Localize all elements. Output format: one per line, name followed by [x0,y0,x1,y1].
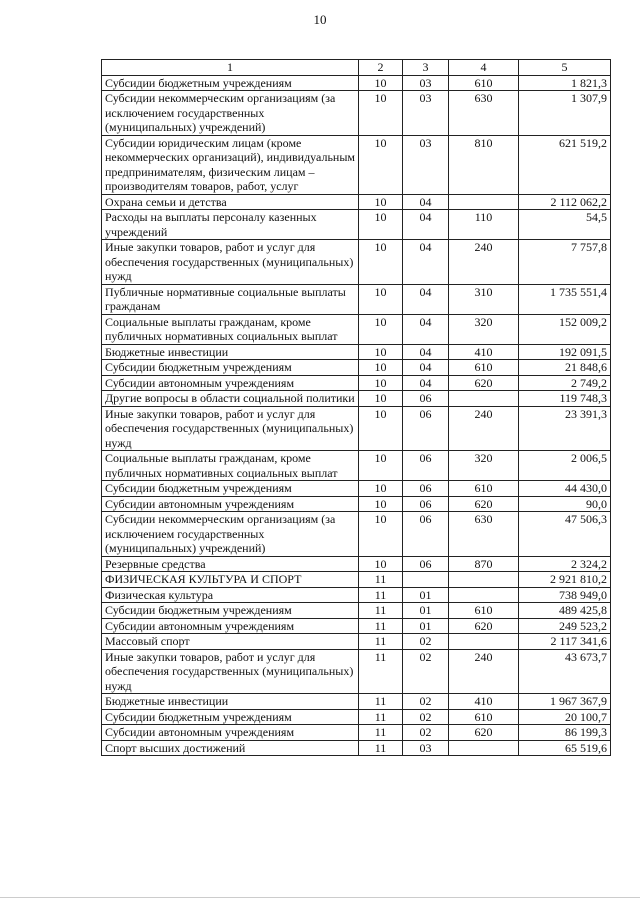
table-row [102,75,611,91]
row-subsection-code-cell: 06 [403,406,449,451]
row-section-code-cell: 11 [359,709,403,725]
row-name-cell: Бюджетные инвестиции [102,344,359,360]
row-name-cell: Массовый спорт [102,634,359,650]
row-expense-type-cell [449,572,519,588]
row-amount-cell: 54,5 [519,210,611,240]
row-subsection-code-cell: 06 [403,556,449,572]
row-subsection-code-cell: 03 [403,75,449,91]
table-row [102,451,611,481]
column-header-3: 3 [403,60,449,76]
row-expense-type-cell [449,391,519,407]
row-amount-cell: 2 117 341,6 [519,634,611,650]
row-section-code-cell: 10 [359,240,403,285]
row-subsection-code-cell: 04 [403,344,449,360]
row-section-code-cell: 11 [359,618,403,634]
row-expense-type-cell: 610 [449,709,519,725]
row-subsection-code-cell: 01 [403,618,449,634]
row-name-cell: Резервные средства [102,556,359,572]
row-name-cell: Субсидии бюджетным учреждениям [102,75,359,91]
row-section-code-cell: 10 [359,284,403,314]
table-row [102,618,611,634]
table-row [102,360,611,376]
row-name-cell: Бюджетные инвестиции [102,694,359,710]
row-name-cell: Субсидии автономным учреждениям [102,496,359,512]
row-name-cell: Иные закупки товаров, работ и услуг для обеспечения государственных (муниципальных) нужд [102,406,359,451]
row-expense-type-cell: 810 [449,135,519,194]
row-subsection-code-cell: 01 [403,587,449,603]
row-name-cell: Субсидии автономным учреждениям [102,618,359,634]
row-section-code-cell: 10 [359,210,403,240]
row-subsection-code-cell: 03 [403,135,449,194]
row-subsection-code-cell: 02 [403,634,449,650]
row-subsection-code-cell [403,572,449,588]
table-row [102,649,611,694]
table-row [102,512,611,557]
row-name-cell: Социальные выплаты гражданам, кроме публичных нормативных социальных выплат [102,314,359,344]
table-row [102,740,611,756]
table-row [102,496,611,512]
row-amount-cell: 2 006,5 [519,451,611,481]
row-name-cell: Иные закупки товаров, работ и услуг для обеспечения государственных (муниципальных) нужд [102,240,359,285]
row-subsection-code-cell: 04 [403,194,449,210]
row-section-code-cell: 10 [359,91,403,136]
row-expense-type-cell: 410 [449,344,519,360]
table-row [102,603,611,619]
row-expense-type-cell: 240 [449,406,519,451]
row-subsection-code-cell: 02 [403,649,449,694]
row-name-cell: Субсидии бюджетным учреждениям [102,481,359,497]
table-row [102,725,611,741]
column-header-4: 4 [449,60,519,76]
row-expense-type-cell: 620 [449,496,519,512]
row-subsection-code-cell: 03 [403,740,449,756]
row-expense-type-cell: 620 [449,618,519,634]
row-name-cell: Охрана семьи и детства [102,194,359,210]
row-expense-type-cell [449,634,519,650]
row-section-code-cell: 10 [359,75,403,91]
row-subsection-code-cell: 06 [403,451,449,481]
row-expense-type-cell [449,587,519,603]
row-name-cell: ФИЗИЧЕСКАЯ КУЛЬТУРА И СПОРТ [102,572,359,588]
row-subsection-code-cell: 02 [403,725,449,741]
row-name-cell: Субсидии юридическим лицам (кроме некоммерческих организаций), индивидуальным предпринимателям, физическим лицам – производителям товаров, работ, услуг [102,135,359,194]
row-name-cell: Субсидии некоммерческим организациям (за исключением государственных (муниципальных) учреждений) [102,91,359,136]
row-amount-cell: 65 519,6 [519,740,611,756]
row-subsection-code-cell: 04 [403,210,449,240]
header-row [102,60,611,76]
row-section-code-cell: 11 [359,572,403,588]
row-expense-type-cell: 410 [449,694,519,710]
row-expense-type-cell [449,194,519,210]
row-amount-cell: 90,0 [519,496,611,512]
table-row [102,587,611,603]
row-name-cell: Другие вопросы в области социальной политики [102,391,359,407]
row-name-cell: Социальные выплаты гражданам, кроме публичных нормативных социальных выплат [102,451,359,481]
table-row [102,135,611,194]
row-name-cell: Субсидии бюджетным учреждениям [102,709,359,725]
row-section-code-cell: 10 [359,496,403,512]
row-amount-cell: 86 199,3 [519,725,611,741]
row-amount-cell: 489 425,8 [519,603,611,619]
row-subsection-code-cell: 01 [403,603,449,619]
row-subsection-code-cell: 06 [403,496,449,512]
page-number: 10 [313,12,327,27]
table-body [102,75,611,756]
table-row [102,210,611,240]
table-row [102,709,611,725]
row-expense-type-cell: 610 [449,360,519,376]
row-amount-cell: 44 430,0 [519,481,611,497]
row-section-code-cell: 11 [359,740,403,756]
row-section-code-cell: 10 [359,375,403,391]
row-subsection-code-cell: 06 [403,391,449,407]
row-name-cell: Субсидии некоммерческим организациям (за исключением государственных (муниципальных) учреждений) [102,512,359,557]
row-amount-cell: 738 949,0 [519,587,611,603]
row-expense-type-cell: 610 [449,75,519,91]
row-section-code-cell: 11 [359,587,403,603]
row-section-code-cell: 10 [359,344,403,360]
row-name-cell: Иные закупки товаров, работ и услуг для обеспечения государственных (муниципальных) нужд [102,649,359,694]
table-row [102,194,611,210]
row-amount-cell: 7 757,8 [519,240,611,285]
row-section-code-cell: 11 [359,634,403,650]
row-subsection-code-cell: 04 [403,314,449,344]
row-expense-type-cell: 110 [449,210,519,240]
row-expense-type-cell: 630 [449,91,519,136]
row-subsection-code-cell: 04 [403,360,449,376]
table-row [102,344,611,360]
row-subsection-code-cell: 02 [403,709,449,725]
row-section-code-cell: 10 [359,194,403,210]
row-subsection-code-cell: 06 [403,481,449,497]
row-section-code-cell: 10 [359,360,403,376]
table-row [102,375,611,391]
row-expense-type-cell: 870 [449,556,519,572]
row-amount-cell: 249 523,2 [519,618,611,634]
row-section-code-cell: 11 [359,649,403,694]
row-amount-cell: 43 673,7 [519,649,611,694]
scan-edge-line [0,897,640,898]
table-row [102,240,611,285]
row-expense-type-cell: 240 [449,649,519,694]
row-expense-type-cell: 610 [449,603,519,619]
row-amount-cell: 2 921 810,2 [519,572,611,588]
column-header-5: 5 [519,60,611,76]
row-name-cell: Субсидии бюджетным учреждениям [102,360,359,376]
row-subsection-code-cell: 03 [403,91,449,136]
row-section-code-cell: 10 [359,314,403,344]
row-section-code-cell: 10 [359,556,403,572]
table-row [102,634,611,650]
row-expense-type-cell [449,740,519,756]
column-header-2: 2 [359,60,403,76]
row-section-code-cell: 10 [359,512,403,557]
row-amount-cell: 1 307,9 [519,91,611,136]
row-name-cell: Публичные нормативные социальные выплаты гражданам [102,284,359,314]
table-row [102,91,611,136]
row-subsection-code-cell: 06 [403,512,449,557]
row-section-code-cell: 11 [359,725,403,741]
row-expense-type-cell: 320 [449,451,519,481]
row-amount-cell: 2 324,2 [519,556,611,572]
row-section-code-cell: 10 [359,451,403,481]
row-expense-type-cell: 320 [449,314,519,344]
row-expense-type-cell: 620 [449,375,519,391]
row-amount-cell: 119 748,3 [519,391,611,407]
row-amount-cell: 1 821,3 [519,75,611,91]
row-amount-cell: 2 749,2 [519,375,611,391]
row-section-code-cell: 11 [359,694,403,710]
row-section-code-cell: 10 [359,406,403,451]
row-expense-type-cell: 610 [449,481,519,497]
row-subsection-code-cell: 04 [403,240,449,285]
row-expense-type-cell: 620 [449,725,519,741]
column-header-1: 1 [102,60,359,76]
row-amount-cell: 20 100,7 [519,709,611,725]
row-section-code-cell: 11 [359,603,403,619]
row-amount-cell: 1 735 551,4 [519,284,611,314]
table-row [102,314,611,344]
row-name-cell: Спорт высших достижений [102,740,359,756]
budget-table [101,59,611,756]
row-name-cell: Физическая культура [102,587,359,603]
row-amount-cell: 621 519,2 [519,135,611,194]
table-row [102,694,611,710]
row-subsection-code-cell: 04 [403,375,449,391]
row-amount-cell: 23 391,3 [519,406,611,451]
table-row [102,391,611,407]
row-subsection-code-cell: 02 [403,694,449,710]
row-name-cell: Расходы на выплаты персоналу казенных учреждений [102,210,359,240]
row-name-cell: Субсидии бюджетным учреждениям [102,603,359,619]
row-section-code-cell: 10 [359,391,403,407]
table-row [102,556,611,572]
table-row [102,406,611,451]
table-row [102,284,611,314]
row-expense-type-cell: 240 [449,240,519,285]
row-amount-cell: 2 112 062,2 [519,194,611,210]
row-subsection-code-cell: 04 [403,284,449,314]
table-row [102,481,611,497]
row-name-cell: Субсидии автономным учреждениям [102,725,359,741]
table-row [102,572,611,588]
row-section-code-cell: 10 [359,135,403,194]
row-amount-cell: 21 848,6 [519,360,611,376]
row-amount-cell: 192 091,5 [519,344,611,360]
row-expense-type-cell: 630 [449,512,519,557]
row-section-code-cell: 10 [359,481,403,497]
row-expense-type-cell: 310 [449,284,519,314]
row-amount-cell: 152 009,2 [519,314,611,344]
row-name-cell: Субсидии автономным учреждениям [102,375,359,391]
row-amount-cell: 47 506,3 [519,512,611,557]
row-amount-cell: 1 967 367,9 [519,694,611,710]
